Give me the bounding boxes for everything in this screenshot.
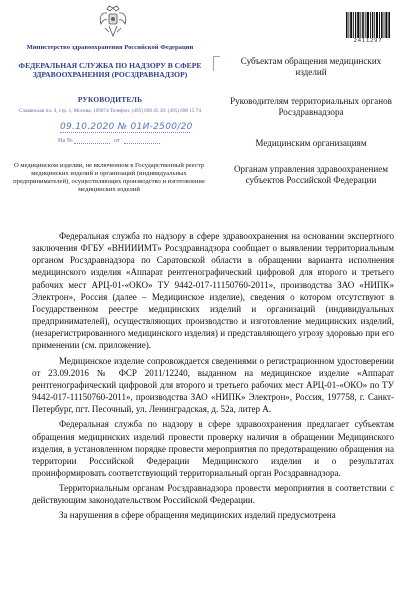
corner-bracket [213,56,220,71]
coat-of-arms-icon [97,4,129,40]
service-name: ФЕДЕРАЛЬНАЯ СЛУЖБА ПО НАДЗОРУ В СФЕРЕ ЗДРАВООХРАНЕНИЯ (РОСЗДРАВНАДЗОР) [18,61,202,79]
ministry-name: Министерство здравоохранения Российской Федерации [26,44,194,51]
paragraph: Федеральная служба по надзору в сфере здравоохранения на основании экспертного заключения ФГБУ «ВНИИИМТ» Росздравнадзора сообщает о выявлении территориальным органом Росздравнадзора по Саратовской области в обращении варианта исполнения медицинского изделия «Аппарат рентгенографический цифровой для второго и третьего рабочих мест АРЦ-01-«ОКО» ТУ 9442-017-11150760-2011», производства ЗАО «НИПК» Электрон», Россия (далее – Медицинское изделие), сведения о котором отсутствуют в Государственном реестре медицинских изделий и организаций (индивидуальных предпринимателей), осуществляющих производство и изготовление медицинских изделий, (незарегистрированного медицинского изделия) и представляющего угрозу здоровью при его применении (см. приложение). [32,231,394,351]
addressee-4: Органам управления здравоохранением субъектов Российской Федерации [233,164,389,186]
document-subject: О медицинском изделии, не включенном в Государственный реестр медицинских изделий и организаций (индивидуальных предпринимателей), осуществляющих производство и изготовление медицинских изделий [13,162,205,193]
head-title: РУКОВОДИТЕЛЬ [77,95,143,104]
addressee-1: Субъектам обращения медицинских изделий [240,56,382,78]
date-number-handwritten: 09.10.2020 № 01И-2500/20 [60,122,193,132]
barcode-number: 2411297 [353,38,383,44]
addressee-3: Медицинским организациям [255,138,367,148]
paragraph: Медицинское изделие сопровождается сведениями о регистрационном удостоверении от 23.09.2016 № ФСР 2011/12240, выданном на медицинское изделие «Аппарат рентгенографический цифровой для второго и третьего рабочих мест АРЦ-01-«ОКО» по ТУ 9442-017-11150760-2011», производства ЗАО «НИПК» Электрон», Россия, 197758, г. Санкт-Петербург, пгт. Песочный, ул. Ленинградская, д. 52а, литер А. [32,355,394,415]
letter-body [32,230,394,525]
addressee-2: Руководителям территориальных органов Росздравнадзора [230,96,392,118]
date-number-line [60,132,190,133]
barcode-icon [346,12,390,38]
paragraph: За нарушения в сфере обращения медицинских изделий предусмотрена [59,510,336,521]
paragraph: Федеральная служба по надзору в сфере здравоохранения предлагает субъектам обращения медицинских изделий провести проверку наличия в обращении Медицинского изделия, в установленном порядке провести мероприятия по предотвращению обращения на территории Российской Федерации Медицинского изделия и о результатах проинформировать соответствующий территориальный орган Росздравнадзора. [32,419,394,478]
reply-to-label: На № [58,137,73,144]
reply-number-line [74,143,110,144]
paragraph: Территориальным органам Росздравнадзора провести мероприятия в соответствии с действующим законодательством Российской Федерации. [32,483,394,506]
reply-date-line [124,143,160,144]
service-address: Славянская пл. 4, стр. 1, Москва, 109074 Телефон: (495) 698 45 38; (495) 698 15 74 [19,108,201,114]
reply-date-label: от [114,137,120,144]
